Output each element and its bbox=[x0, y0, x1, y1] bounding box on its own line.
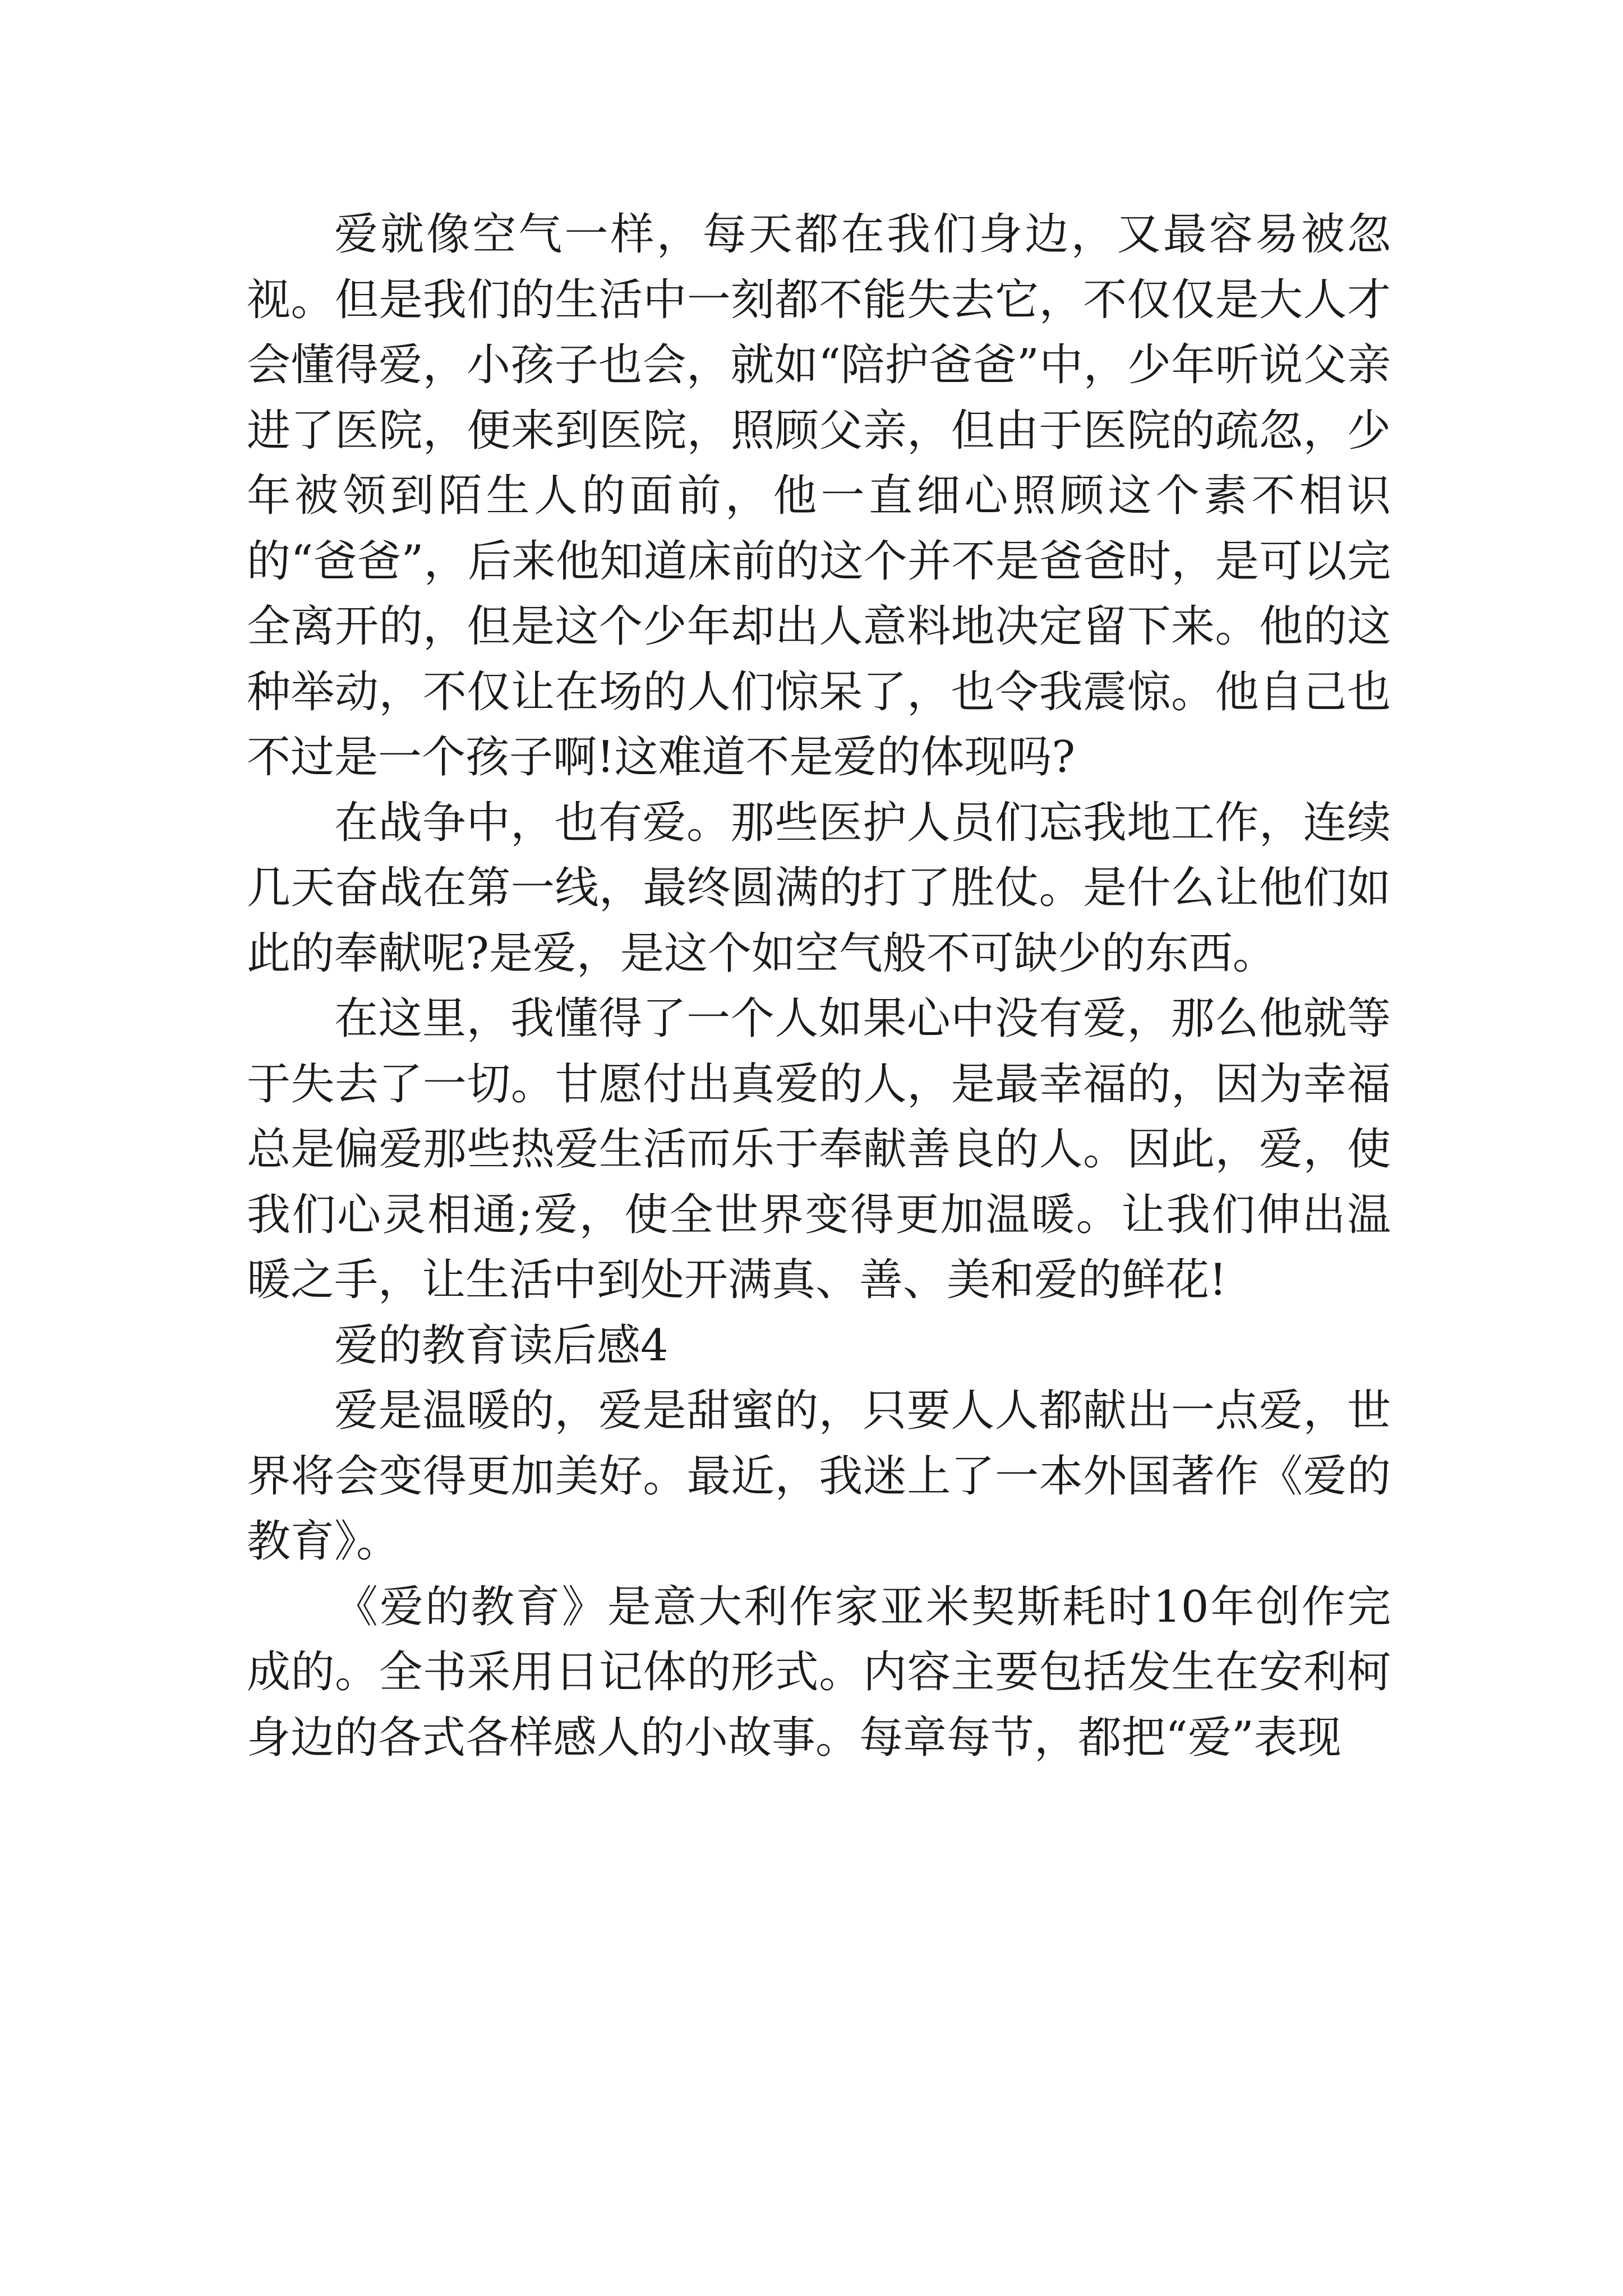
paragraph: 爱是温暖的，爱是甜蜜的，只要人人都献出一点爱，世界将会变得更加美好。最近，我迷上了一本外国著作《爱的教育》。 bbox=[247, 1386, 1391, 1567]
paragraph: 在这里，我懂得了一个人如果心中没有爱，那么他就等于失去了一切。甘愿付出真爱的人，是最幸福的，因为幸福总是偏爱那些热爱生活而乐于奉献善良的人。因此，爱，使我们心灵相通;爱，使全世界变得更加温暖。让我们伸出温暖之手，让生活中到处开满真、善、美和爱的鲜花! bbox=[247, 993, 1391, 1305]
document-body bbox=[247, 202, 1391, 1770]
paragraph: 爱就像空气一样，每天都在我们身边，又最容易被忽视。但是我们的生活中一刻都不能失去它，不仅仅是大人才会懂得爱，小孩子也会，就如“陪护爸爸”中，少年听说父亲进了医院，便来到医院，照顾父亲，但由于医院的疏忽，少年被领到陌生人的面前，他一直细心照顾这个素不相识的“爸爸”，后来他知道床前的这个并不是爸爸时，是可以完全离开的，但是这个少年却出人意料地决定留下来。他的这种举动，不仅让在场的人们惊呆了，也令我震惊。他自己也不过是一个孩子啊!这难道不是爱的体现吗? bbox=[247, 209, 1391, 783]
paragraph: 《爱的教育》是意大利作家亚米契斯耗时10年创作完成的。全书采用日记体的形式。内容主要包括发生在安利柯身边的各式各样感人的小故事。每章每节，都把“爱”表现 bbox=[247, 1581, 1391, 1763]
section-heading: 爱的教育读后感4 bbox=[334, 1320, 668, 1371]
paragraph: 在战争中，也有爱。那些医护人员们忘我地工作，连续几天奋战在第一线，最终圆满的打了胜仗。是什么让他们如此的奉献呢?是爱，是这个如空气般不可缺少的东西。 bbox=[247, 797, 1391, 979]
